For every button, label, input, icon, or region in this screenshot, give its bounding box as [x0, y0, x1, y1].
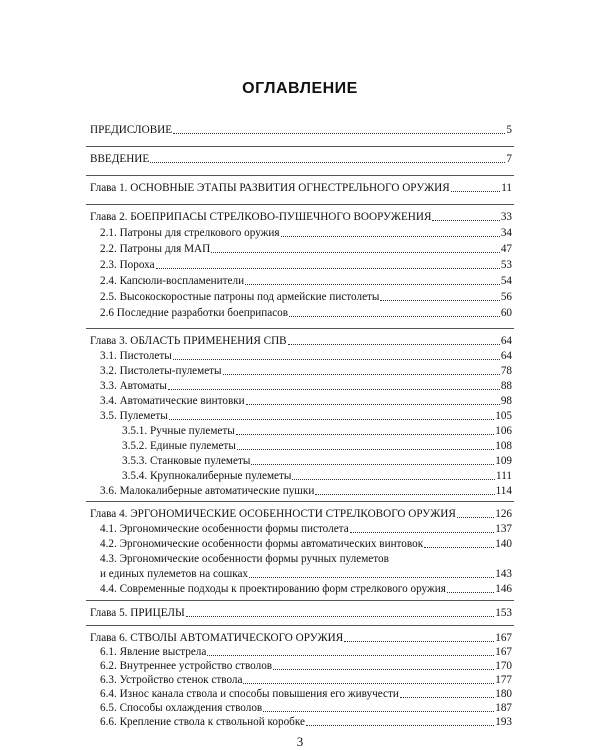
toc-entry[interactable] [100, 674, 512, 686]
toc-leader [288, 343, 500, 345]
toc-entry[interactable] [122, 425, 512, 437]
toc-entry-page: 33 [500, 211, 512, 223]
toc-leader [273, 668, 494, 670]
section-divider [86, 328, 514, 329]
toc-entry[interactable] [100, 583, 512, 595]
toc-entry-title: 3.5.3. Станковые пулеметы [122, 455, 251, 467]
toc-leader [150, 161, 505, 163]
toc-leader [249, 576, 494, 578]
section-divider [86, 146, 514, 147]
toc-entry-title: Глава 1. ОСНОВНЫЕ ЭТАПЫ РАЗВИТИЯ ОГНЕСТРЕЛЬНОГО ОРУЖИЯ [90, 182, 450, 194]
toc-leader [169, 418, 494, 420]
toc-entry-title: 4.4. Современные подходы к проектированию форм стрелкового оружия [100, 583, 446, 595]
toc-entry-title: Глава 3. ОБЛАСТЬ ПРИМЕНЕНИЯ СПВ [90, 335, 287, 347]
section-divider [86, 175, 514, 176]
toc-entry-page: 78 [500, 365, 512, 377]
toc-entry[interactable] [100, 243, 512, 255]
toc-entry-title: 2.2. Патроны для МАП [100, 243, 211, 255]
section-divider [86, 600, 514, 601]
toc-leader [400, 696, 494, 698]
toc-entry-page: 143 [495, 568, 512, 580]
toc-entry[interactable] [90, 124, 512, 136]
toc-leader [207, 654, 494, 656]
toc-entry-title: 6.1. Явление выстрела [100, 646, 207, 658]
toc-entry-title: 2.3. Пороха [100, 259, 155, 271]
toc-entry-title: 4.1. Эргономические особенности формы пистолета [100, 523, 349, 535]
toc-entry-page: 167 [495, 646, 512, 658]
toc-entry-page: 170 [495, 660, 512, 672]
toc-entry-page: 64 [500, 335, 512, 347]
toc-entry-page: 11 [501, 182, 512, 194]
toc-entry-title: 2.6 Последние разработки боеприпасов [100, 307, 289, 319]
toc-entry-title: 2.1. Патроны для стрелкового оружия [100, 227, 280, 239]
toc-leader [306, 724, 494, 726]
toc-entry-page: 187 [495, 702, 512, 714]
toc-entry-page: 114 [495, 485, 512, 497]
toc-entry-title: 3.5.2. Единые пулеметы [122, 440, 236, 452]
toc-leader [245, 283, 500, 285]
toc-entry-page: 177 [495, 674, 512, 686]
toc-entry[interactable] [122, 455, 512, 467]
toc-leader [424, 546, 494, 548]
toc-entry-page: 140 [495, 538, 512, 550]
section-divider [86, 204, 514, 205]
toc-entry-page: 105 [495, 410, 512, 422]
toc-entry[interactable] [100, 350, 512, 362]
section-divider [86, 625, 514, 626]
toc-entry-title[interactable]: 4.3. Эргономические особенности формы ручных пулеметов [100, 553, 389, 565]
toc-entry-title: 3.1. Пистолеты [100, 350, 172, 362]
toc-leader [315, 493, 494, 495]
toc-entry-title: 2.5. Высокоскоростные патроны под армейские пистолеты [100, 291, 380, 303]
toc-entry-page: 106 [495, 425, 512, 437]
toc-leader [236, 433, 494, 435]
toc-entry-page: 109 [495, 455, 512, 467]
toc-entry-page: 54 [500, 275, 512, 287]
toc-entry-title: Глава 6. СТВОЛЫ АВТОМАТИЧЕСКОГО ОРУЖИЯ [90, 632, 344, 644]
toc-leader [243, 682, 494, 684]
toc-leader [246, 403, 500, 405]
toc-entry[interactable] [100, 275, 512, 287]
page-title: ОГЛАВЛЕНИЕ [242, 80, 358, 97]
toc-entry-title: 3.5.4. Крупнокалиберные пулеметы [122, 470, 292, 482]
toc-entry-title: 6.3. Устройство стенок ствола [100, 674, 243, 686]
toc-leader [457, 516, 494, 518]
page-number: 3 [296, 734, 304, 749]
toc-entry-title: 6.2. Внутреннее устройство стволов [100, 660, 273, 672]
toc-entry[interactable] [100, 395, 512, 407]
toc-entry[interactable] [90, 607, 512, 619]
toc-entry[interactable] [100, 716, 512, 728]
section-divider [86, 501, 514, 502]
toc-entry-page: 53 [500, 259, 512, 271]
toc-entry-page: 153 [495, 607, 512, 619]
toc-entry-title: Глава 2. БОЕПРИПАСЫ СТРЕЛКОВО-ПУШЕЧНОГО ВООРУЖЕНИЯ [90, 211, 432, 223]
toc-entry[interactable] [100, 702, 512, 714]
toc-entry[interactable] [100, 523, 512, 535]
toc-entry[interactable] [100, 538, 512, 550]
toc-entry[interactable] [90, 182, 512, 194]
toc-entry-title: 6.4. Износ канала ствола и способы повышения его живучести [100, 688, 399, 700]
toc-entry-page: 47 [500, 243, 512, 255]
toc-entry[interactable] [100, 568, 512, 580]
toc-entry-title: 3.5.1. Ручные пулеметы [122, 425, 235, 437]
toc-leader [186, 615, 494, 617]
toc-entry-title: 6.5. Способы охлаждения стволов [100, 702, 263, 714]
toc-leader [447, 591, 494, 593]
toc-entry-title: 4.2. Эргономические особенности формы автоматических винтовок [100, 538, 424, 550]
toc-leader [380, 299, 499, 301]
toc-entry[interactable] [122, 440, 512, 452]
toc-leader [251, 463, 494, 465]
toc-leader [350, 531, 495, 533]
toc-entry-page: 98 [500, 395, 512, 407]
toc-entry-page: 60 [500, 307, 512, 319]
toc-entry[interactable] [100, 646, 512, 658]
toc-entry[interactable] [100, 291, 512, 303]
toc-entry-title: 3.3. Автоматы [100, 380, 167, 392]
toc-entry-title: 3.5. Пулеметы [100, 410, 168, 422]
toc-leader [263, 710, 494, 712]
toc-entry-page: 56 [500, 291, 512, 303]
toc-entry-page: 193 [495, 716, 512, 728]
toc-leader [211, 251, 500, 253]
toc-leader [168, 388, 500, 390]
toc-entry-page: 111 [496, 470, 512, 482]
toc-entry-page: 126 [495, 508, 512, 520]
toc-entry-title: Глава 5. ПРИЦЕЛЫ [90, 607, 185, 619]
toc-entry-page: 137 [495, 523, 512, 535]
toc-leader [292, 478, 495, 480]
toc-leader [432, 219, 499, 221]
toc-leader [223, 373, 500, 375]
toc-leader [237, 448, 494, 450]
toc-entry[interactable] [100, 410, 512, 422]
toc-entry-title: 3.4. Автоматические винтовки [100, 395, 245, 407]
toc-entry[interactable] [90, 508, 512, 520]
toc-entry-page: 180 [495, 688, 512, 700]
toc-entry-page: 7 [506, 153, 512, 165]
toc-entry[interactable] [100, 307, 512, 319]
toc-entry[interactable] [90, 153, 512, 165]
toc-entry[interactable] [100, 365, 512, 377]
toc-leader [289, 315, 500, 317]
toc-entry[interactable] [100, 380, 512, 392]
toc-leader [451, 190, 501, 192]
toc-leader [281, 235, 500, 237]
toc-entry-page: 34 [500, 227, 512, 239]
toc-entry-page: 88 [500, 380, 512, 392]
toc-entry[interactable] [100, 227, 512, 239]
toc-entry[interactable] [100, 259, 512, 271]
toc-entry[interactable] [90, 335, 512, 347]
toc-entry-page: 146 [495, 583, 512, 595]
toc-entry[interactable] [90, 211, 512, 223]
toc-entry[interactable] [100, 485, 512, 497]
toc-entry-page: 64 [500, 350, 512, 362]
toc-entry[interactable] [100, 688, 512, 700]
toc-entry-page: 108 [495, 440, 512, 452]
toc-entry[interactable] [122, 470, 512, 482]
toc-entry-page: 167 [495, 632, 512, 644]
toc-entry-title: 2.4. Капсюли-воспламенители [100, 275, 245, 287]
toc-entry-title: ПРЕДИСЛОВИЕ [90, 124, 173, 136]
toc-leader [173, 358, 500, 360]
toc-entry-title: 3.2. Пистолеты-пулеметы [100, 365, 222, 377]
toc-leader [156, 267, 500, 269]
toc-entry-title: Глава 4. ЭРГОНОМИЧЕСКИЕ ОСОБЕННОСТИ СТРЕЛКОВОГО ОРУЖИЯ [90, 508, 456, 520]
toc-leader [173, 132, 505, 134]
toc-entry[interactable] [100, 660, 512, 672]
toc-entry[interactable] [90, 632, 512, 644]
toc-leader [344, 640, 494, 642]
toc-entry-title: и единых пулеметов на сошках [100, 568, 249, 580]
toc-entry-title: 6.6. Крепление ствола к ствольной коробке [100, 716, 305, 728]
toc-entry-title: ВВЕДЕНИЕ [90, 153, 150, 165]
toc-entry-page: 5 [506, 124, 512, 136]
toc-entry-title: 3.6. Малокалиберные автоматические пушки [100, 485, 315, 497]
